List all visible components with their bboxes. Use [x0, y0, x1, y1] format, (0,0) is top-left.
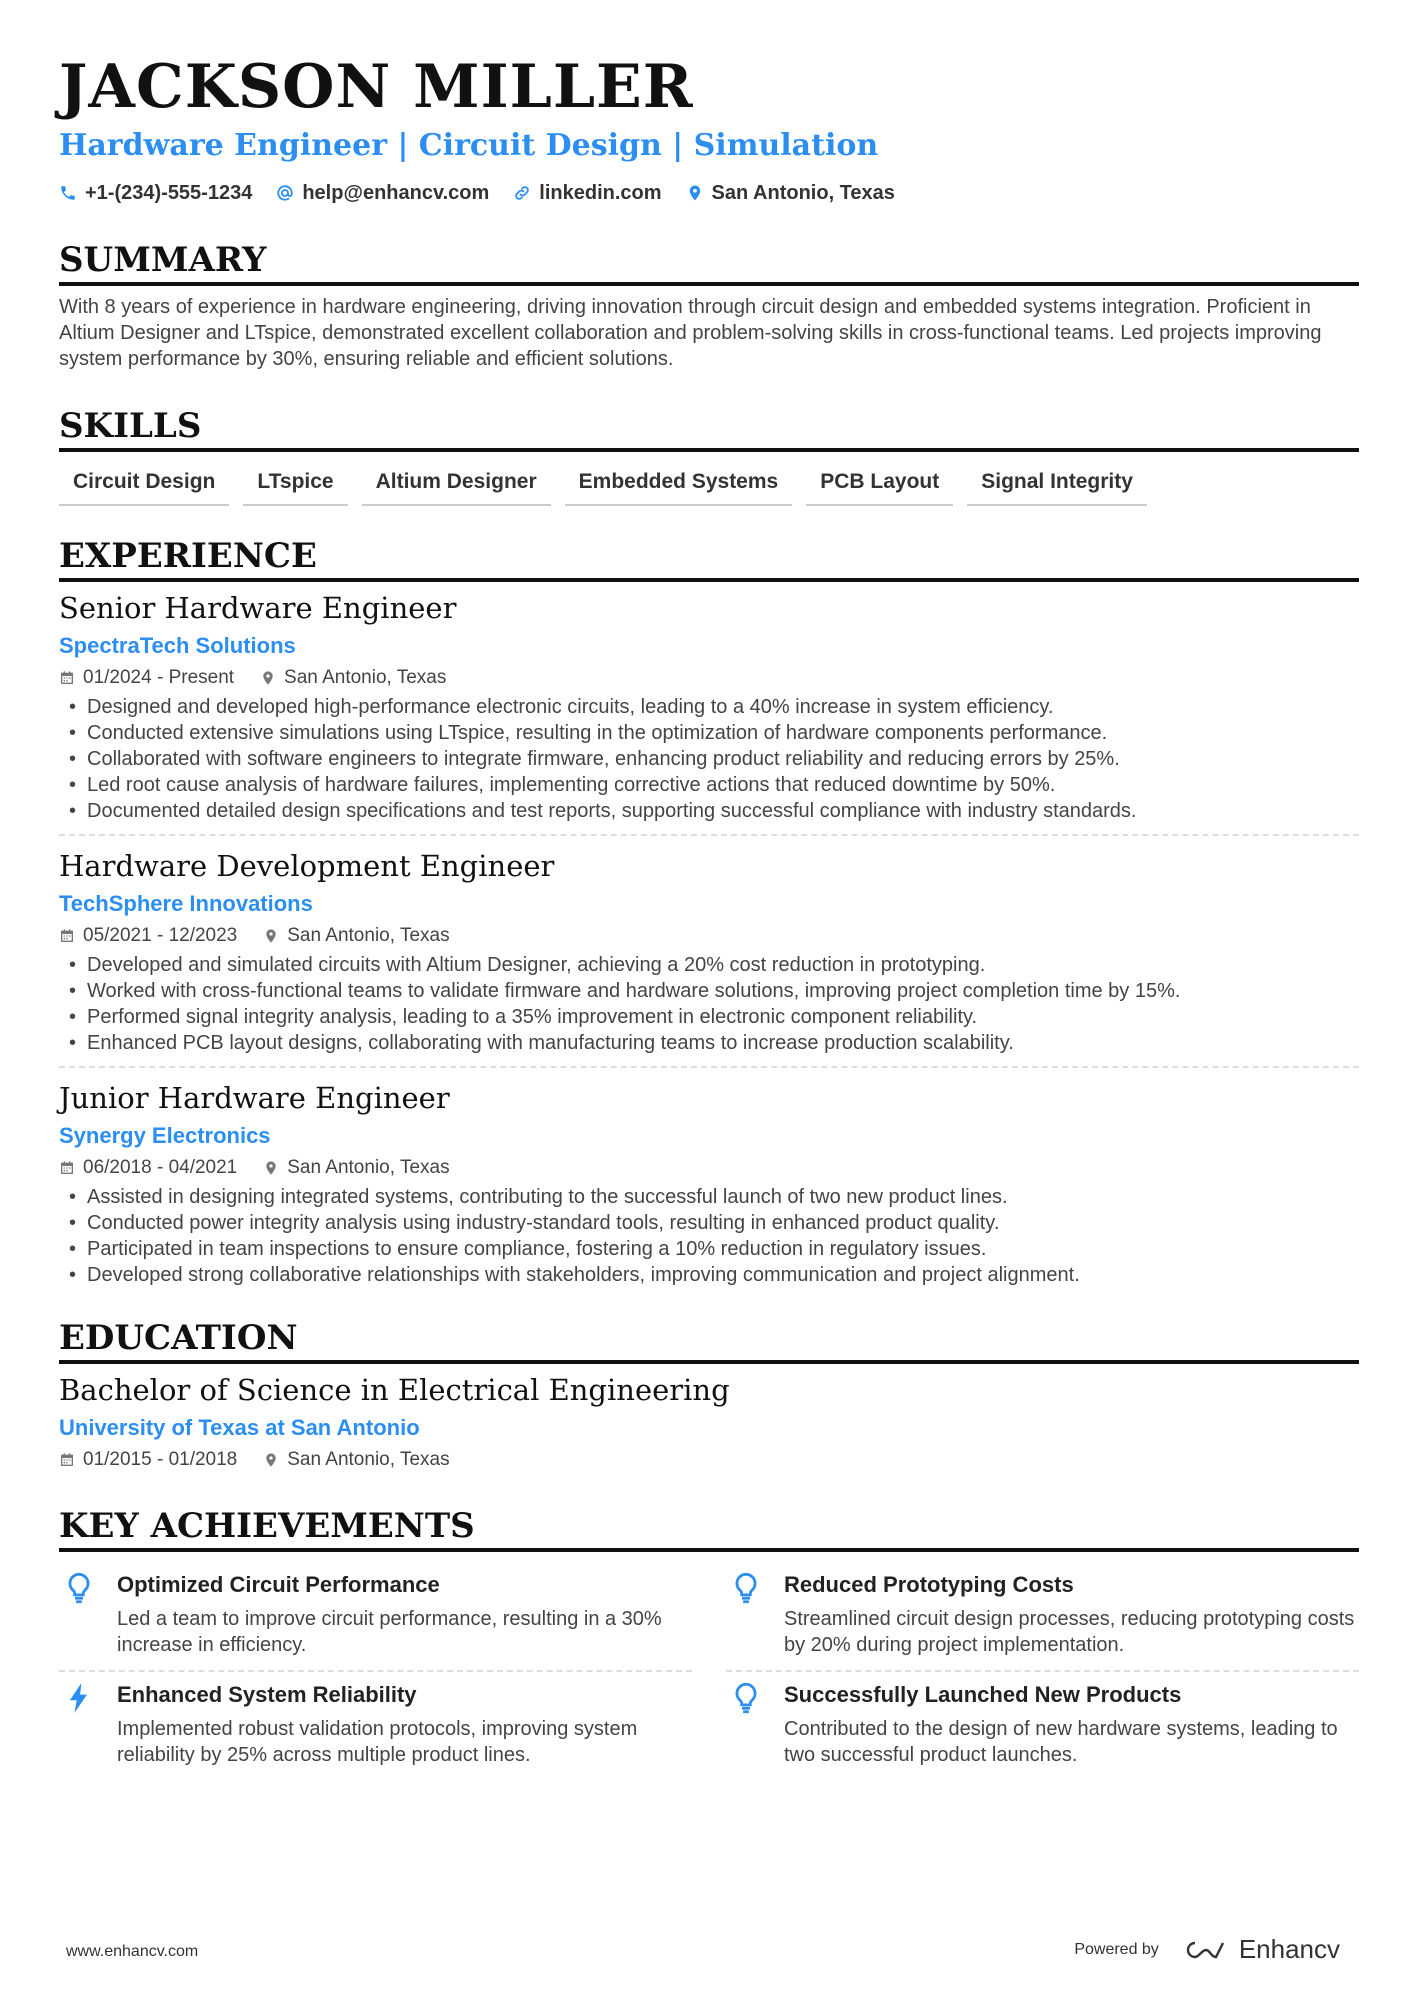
email-address: help@enhancv.com — [302, 181, 490, 204]
contact-location — [686, 182, 895, 205]
job-dates — [59, 922, 237, 950]
enhancv-logo[interactable] — [1185, 1934, 1340, 1965]
degree-title: Bachelor of Science in Electrical Engineering — [59, 1373, 730, 1407]
bullet-item: • Conducted extensive simulations using LTspice, resulting in the optimization of hardware components performance. — [59, 720, 1359, 746]
contact-email[interactable] — [276, 182, 489, 205]
calendar-icon — [59, 1452, 75, 1468]
achievements-title: KEY ACHIEVEMENTS — [59, 1504, 1359, 1552]
achievement-item — [726, 1562, 1359, 1672]
location-pin-icon — [686, 184, 704, 202]
achievement-title: Optimized Circuit Performance — [117, 1572, 440, 1597]
job-meta — [59, 922, 1359, 950]
skills-title: SKILLS — [59, 404, 1359, 452]
education-dates-text: 01/2015 - 01/2018 — [83, 1449, 238, 1470]
achievement-item — [726, 1672, 1359, 1780]
achievement-title: Enhanced System Reliability — [117, 1682, 417, 1707]
skill-tag: PCB Layout — [806, 466, 953, 506]
footer-website[interactable]: www.enhancv.com — [66, 1943, 199, 1960]
phone-icon — [59, 184, 77, 202]
lightbulb-icon — [732, 1572, 760, 1604]
job-bullets — [59, 952, 1359, 1056]
phone-number: +1-(234)-555-1234 — [85, 181, 253, 204]
enhancv-logo-icon — [1185, 1938, 1229, 1962]
job-dates-text: 01/2024 - Present — [83, 667, 235, 688]
linkedin-url: linkedin.com — [539, 181, 662, 204]
achievement-desc: Contributed to the design of new hardware systems, leading to two successful product launches. — [784, 1718, 1338, 1766]
brand-name: Enhancv — [1238, 1934, 1340, 1964]
bullet-item: • Designed and developed high-performance electronic circuits, leading to a 40% increase in system efficiency. — [59, 694, 1359, 720]
job-location-text: San Antonio, Texas — [284, 667, 447, 688]
achievement-desc: Led a team to improve circuit performance, resulting in a 30% increase in efficiency. — [117, 1608, 662, 1656]
achievement-item — [59, 1672, 692, 1780]
job-bullets — [59, 1184, 1359, 1288]
candidate-headline: Hardware Engineer | Circuit Design | Simulation — [59, 128, 879, 163]
job-title: Hardware Development Engineer — [59, 849, 555, 883]
bullet-item: • Developed strong collaborative relationships with stakeholders, improving communication and project alignment. — [59, 1262, 1359, 1288]
experience-section — [59, 534, 1359, 1298]
job-meta — [59, 1154, 1359, 1182]
achievement-item — [59, 1562, 692, 1672]
location-pin-icon — [263, 1452, 279, 1468]
resume-page — [59, 48, 1359, 1780]
education-meta — [59, 1446, 1359, 1474]
job-entry — [59, 846, 1359, 1068]
skills-list — [59, 466, 1359, 506]
company-name: Synergy Electronics — [59, 1123, 271, 1148]
education-dates — [59, 1446, 237, 1474]
calendar-icon — [59, 670, 75, 686]
education-location-text: San Antonio, Texas — [287, 1449, 450, 1470]
bullet-item: • Assisted in designing integrated systems, contributing to the successful launch of two new product lines. — [59, 1184, 1359, 1210]
job-dates — [59, 664, 234, 692]
bullet-item: • Developed and simulated circuits with Altium Designer, achieving a 20% cost reduction in prototyping. — [59, 952, 1359, 978]
lightning-bolt-icon — [65, 1682, 93, 1714]
skill-tag: Altium Designer — [362, 466, 551, 506]
job-location — [260, 664, 446, 692]
job-location-text: San Antonio, Texas — [287, 1157, 450, 1178]
calendar-icon — [59, 928, 75, 944]
job-dates — [59, 1154, 237, 1182]
skill-tag: LTspice — [243, 466, 347, 506]
job-dates-text: 05/2021 - 12/2023 — [83, 925, 238, 946]
bullet-item: • Performed signal integrity analysis, leading to a 35% improvement in electronic component reliability. — [59, 1004, 1359, 1030]
school-name: University of Texas at San Antonio — [59, 1415, 420, 1440]
education-entry — [59, 1370, 1359, 1474]
education-title: EDUCATION — [59, 1316, 1359, 1364]
skill-tag: Signal Integrity — [967, 466, 1147, 506]
resume-header — [59, 48, 1359, 208]
link-icon — [513, 184, 531, 202]
lightbulb-icon — [732, 1682, 760, 1714]
company-name: SpectraTech Solutions — [59, 633, 296, 658]
contact-phone[interactable] — [59, 182, 252, 205]
summary-section — [59, 238, 1359, 372]
education-section — [59, 1316, 1359, 1474]
bullet-item: • Conducted power integrity analysis using industry-standard tools, resulting in enhanced product quality. — [59, 1210, 1359, 1236]
education-location — [263, 1446, 449, 1474]
contact-bar — [59, 178, 1359, 208]
summary-text: With 8 years of experience in hardware engineering, driving innovation through circuit design and embedded systems integration. Proficient in Altium Designer and LTspice, demonstrated excellent collaboration and problem-solving skills in cross-functional teams. Led projects improving system performance by 30%, ensuring reliable and efficient solutions. — [59, 296, 1322, 370]
lightbulb-icon — [65, 1572, 93, 1604]
calendar-icon — [59, 1160, 75, 1176]
powered-by-label: Powered by — [1074, 1940, 1159, 1958]
candidate-name: JACKSON MILLER — [59, 52, 694, 122]
location-pin-icon — [263, 928, 279, 944]
job-location — [263, 922, 449, 950]
achievement-title: Reduced Prototyping Costs — [784, 1572, 1074, 1597]
job-bullets — [59, 694, 1359, 824]
job-dates-text: 06/2018 - 04/2021 — [83, 1157, 238, 1178]
achievement-desc: Streamlined circuit design processes, reducing prototyping costs by 20% during project implementation. — [784, 1608, 1355, 1656]
bullet-item: • Collaborated with software engineers to integrate firmware, enhancing product reliability and reducing errors by 25%. — [59, 746, 1359, 772]
bullet-item: • Led root cause analysis of hardware failures, implementing corrective actions that reduced downtime by 50%. — [59, 772, 1359, 798]
job-location — [263, 1154, 449, 1182]
bullet-item: • Documented detailed design specifications and test reports, supporting successful compliance with industry standards. — [59, 798, 1359, 824]
bullet-item: • Enhanced PCB layout designs, collaborating with manufacturing teams to increase production scalability. — [59, 1030, 1359, 1056]
job-location-text: San Antonio, Texas — [287, 925, 450, 946]
at-sign-icon — [276, 184, 294, 202]
skills-section — [59, 404, 1359, 506]
location-pin-icon — [260, 670, 276, 686]
job-meta — [59, 664, 1359, 692]
achievement-desc: Implemented robust validation protocols, improving system reliability by 25% across multiple product lines. — [117, 1718, 638, 1766]
job-entry — [59, 588, 1359, 836]
contact-linkedin[interactable] — [513, 182, 661, 205]
job-entry — [59, 1078, 1359, 1298]
job-title: Senior Hardware Engineer — [59, 591, 457, 625]
bullet-item: • Participated in team inspections to ensure compliance, fostering a 10% reduction in regulatory issues. — [59, 1236, 1359, 1262]
location-pin-icon — [263, 1160, 279, 1176]
footer-branding — [1074, 1934, 1340, 1965]
achievement-title: Successfully Launched New Products — [784, 1682, 1182, 1707]
achievements-section — [59, 1504, 1359, 1780]
achievements-grid — [59, 1562, 1359, 1780]
experience-title: EXPERIENCE — [59, 534, 1359, 582]
bullet-item: • Worked with cross-functional teams to validate firmware and hardware solutions, improving project completion time by 15%. — [59, 978, 1359, 1004]
job-title: Junior Hardware Engineer — [59, 1081, 450, 1115]
skill-tag: Embedded Systems — [565, 466, 793, 506]
company-name: TechSphere Innovations — [59, 891, 313, 916]
skill-tag: Circuit Design — [59, 466, 229, 506]
location-text: San Antonio, Texas — [711, 181, 895, 204]
summary-title: SUMMARY — [59, 238, 1359, 286]
